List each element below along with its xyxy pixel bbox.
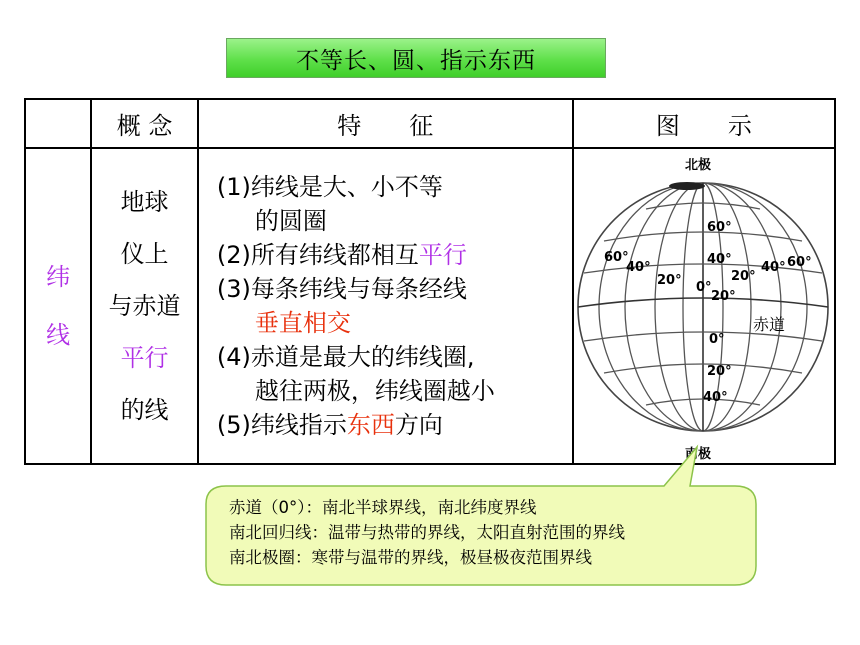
lat-label: 40° [702,390,728,405]
feature-number: (3) [216,275,251,303]
feature-text: 纬线指示 [250,411,347,439]
feature-line-cont: 的圆圈 [254,207,327,235]
lon-label: 0° [695,280,712,295]
lon-label: 60° [786,255,812,270]
title-text: 不等长、圆、指示东西 [296,47,536,74]
callout-line: 南北极圈：寒带与温带的界线，极昼极夜范围界线 [229,548,592,567]
lat-label: 0° [708,332,725,347]
row-label-char-1: 纬 [46,263,71,291]
north-pole-label: 北极 [684,158,711,173]
concept-line: 地球 [120,188,169,216]
header-features: 特 征 [198,99,573,148]
feature-line-highlight: 垂直相交 [254,309,351,337]
lon-label: 40° [625,260,651,275]
lat-label: 40° [706,252,732,267]
concept-line: 仪上 [120,240,169,268]
feature-text: 方向 [394,411,443,439]
row-label-char-2: 线 [46,321,71,349]
feature-line-cont: 越往两极，纬线圈越小 [254,377,495,405]
header-concept: 概 念 [91,99,198,148]
lon-label: 20° [656,273,682,288]
callout-line: 南北回归线：温带与热带的界线，太阳直射范围的界线 [229,523,625,542]
lon-label: 40° [760,260,786,275]
lon-label: 60° [603,250,629,265]
concept-line: 的线 [120,396,169,424]
header-diagram: 图 示 [573,99,835,148]
feature-number: (1) [216,173,251,201]
feature-number: (2) [216,241,251,269]
feature-text: 每条纬线与每条经线 [250,275,467,303]
callout-text [229,495,769,570]
lon-label: 20° [730,269,756,284]
lat-label: 60° [706,220,732,235]
equator-label: 赤道 [752,315,785,334]
feature-number: (5) [216,411,251,439]
concept-line: 与赤道 [108,292,181,320]
feature-text: 赤道是最大的纬线圈, [250,343,475,371]
concept-line-highlight: 平行 [120,344,169,372]
callout-line: 赤道（0°）：南北半球界线，南北纬度界线 [229,498,537,517]
feature-highlight: 东西 [346,411,395,439]
feature-number: (4) [216,343,251,371]
south-pole-label: 南极 [684,447,711,462]
feature-text: 所有纬线都相互 [250,241,419,269]
feature-text: 纬线是大、小不等 [250,173,443,201]
feature-highlight: 平行 [418,241,467,269]
lat-label: 20° [706,364,732,379]
lat-label: 20° [710,289,736,304]
